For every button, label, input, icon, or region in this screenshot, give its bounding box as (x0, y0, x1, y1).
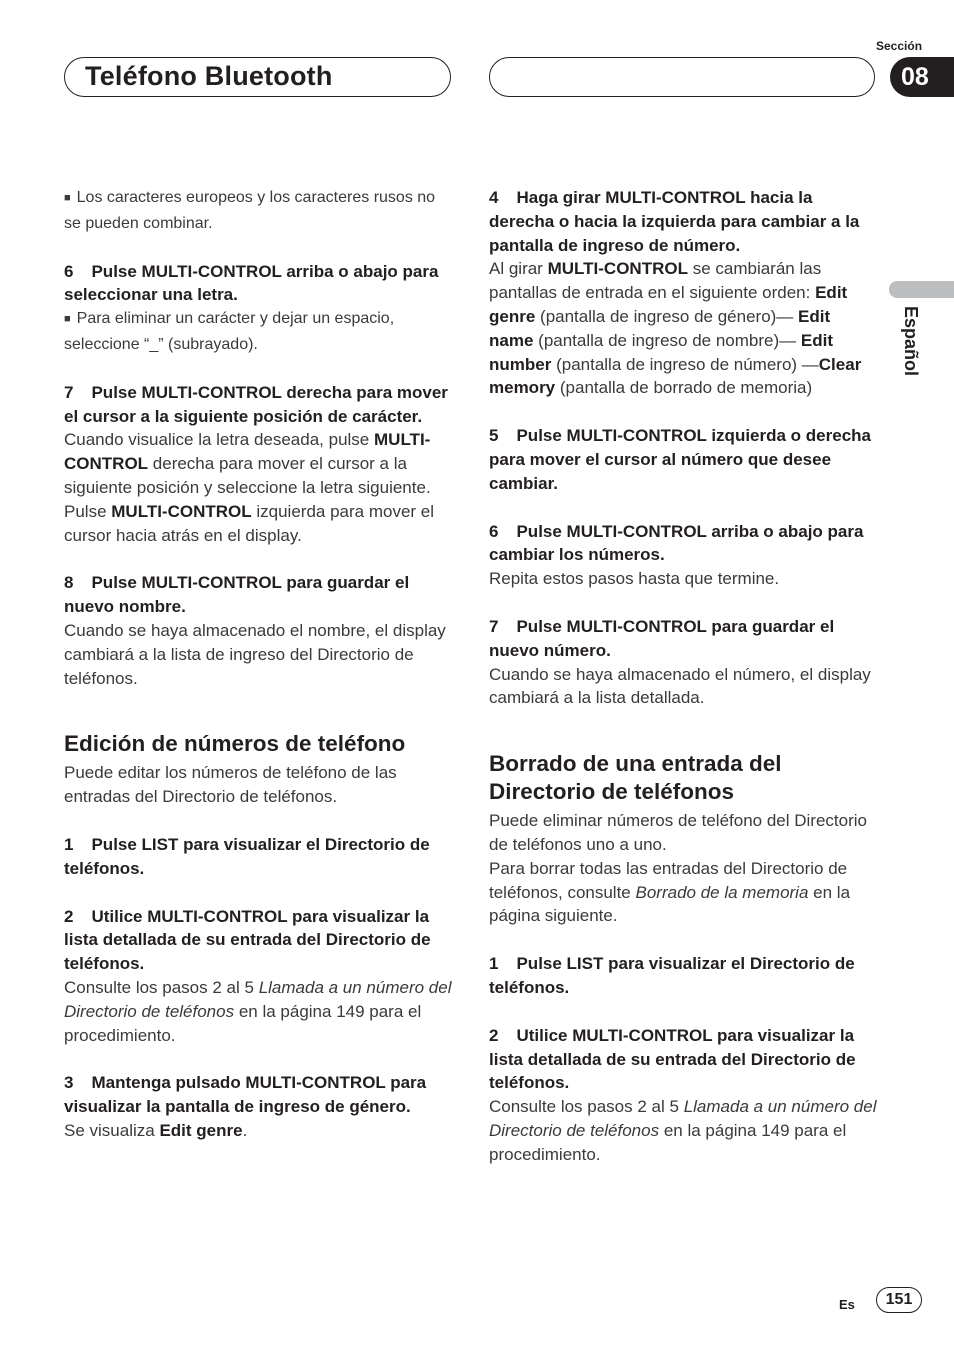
heading-delete-entry: Borrado de una entrada del Directorio de teléfonos (489, 751, 782, 805)
step-6-select-letter: 6 Pulse MULTI-CONTROL arriba o abajo para seleccionar una letra. (64, 261, 439, 305)
delete-step-2: 2 Utilice MULTI-CONTROL para visualizar la lista detallada de su entrada del Directorio de teléfonos. (489, 1025, 856, 1093)
edit-step-4: 4 Haga girar MULTI-CONTROL hacia la derecha o hacia la izquierda para cambiar a la pantalla de ingreso de número. (489, 188, 860, 255)
language-side-label: Español (901, 306, 921, 377)
edit-step-4-body: Al girar MULTI-CONTROL se cambiarán las pantallas de entrada en el siguiente orden: Edit genre (pantalla de ingreso de género)— Edit name (pantalla de ingreso de nombre)— Edit number (pantalla de ingreso de número) —Clear memory (pantalla de borrado de memoria) (489, 259, 862, 398)
edit-step-3: 3 Mantenga pulsado MULTI-CONTROL para visualizar la pantalla de ingreso de género. (64, 1073, 427, 1117)
edit-step-5: 5 Pulse MULTI-CONTROL izquierda o derecha para mover el cursor al número que desee cambiar. (489, 426, 871, 493)
right-column (489, 186, 879, 1167)
edit-step-7-body: Cuando se haya almacenado el número, el display cambiará a la lista detallada. (489, 664, 871, 708)
page-number: 151 (876, 1287, 922, 1313)
edit-step-2: 2 Utilice MULTI-CONTROL para visualizar la lista detallada de su entrada del Directorio de teléfonos. (64, 906, 431, 974)
header-title-frame (64, 57, 451, 97)
edit-step-3-body: Se visualiza Edit genre. (64, 1120, 248, 1140)
delete-intro-1: Puede eliminar números de teléfono del Directorio de teléfonos uno a uno. (489, 811, 867, 854)
page-title: Teléfono Bluetooth (85, 61, 333, 91)
bullet-square-icon: ■ (64, 192, 71, 204)
left-column (64, 186, 454, 1143)
delete-step-1: 1 Pulse LIST para visualizar el Directorio de teléfonos. (489, 954, 855, 997)
step-8-body: Cuando se haya almacenado el nombre, el display cambiará a la lista de ingreso del Directorio de teléfonos. (64, 620, 446, 688)
step-8-save-name: 8 Pulse MULTI-CONTROL para guardar el nuevo nombre. (64, 573, 410, 617)
edit-numbers-intro: Puede editar los números de teléfono de las entradas del Directorio de teléfonos. (64, 763, 397, 807)
note-delete-char: ■ Para eliminar un carácter y dejar un espacio, seleccione “_” (subrayado). (64, 310, 395, 353)
language-tab-bar (889, 281, 954, 298)
header-blank-frame (489, 57, 875, 97)
heading-edit-numbers: Edición de números de teléfono (64, 731, 406, 757)
note-charset: ■ Los caracteres europeos y los caracteres rusos no se pueden combinar. (64, 189, 436, 232)
section-number-badge: 08 (890, 57, 954, 97)
edit-step-1: 1 Pulse LIST para visualizar el Directorio de teléfonos. (64, 834, 430, 878)
edit-step-2-body: Consulte los pasos 2 al 5 Llamada a un número del Directorio de teléfonos en la página 149 para el procedimiento. (64, 977, 452, 1045)
edit-step-6-body: Repita estos pasos hasta que termine. (489, 569, 780, 589)
step-7-body: Cuando visualice la letra deseada, pulse MULTI-CONTROL derecha para mover el cursor a la siguiente posición y seleccione la letra siguiente. Pulse MULTI-CONTROL izquierda para mover el cursor hacia atrás en el display. (64, 430, 435, 545)
delete-step-2-body: Consulte los pasos 2 al 5 Llamada a un número del Directorio de teléfonos en la página 149 para el procedimiento. (489, 1097, 877, 1164)
bullet-square-icon: ■ (64, 313, 71, 326)
footer-language-code: Es (839, 1297, 855, 1312)
step-7-move-cursor: 7 Pulse MULTI-CONTROL derecha para mover el cursor a la siguiente posición de carácter. (64, 382, 448, 426)
section-label: Sección (876, 39, 923, 53)
edit-step-7: 7 Pulse MULTI-CONTROL para guardar el nuevo número. (489, 616, 835, 660)
delete-intro-2: Para borrar todas las entradas del Directorio de teléfonos, consulte Borrado de la memoria en la página siguiente. (489, 858, 851, 926)
edit-step-6: 6 Pulse MULTI-CONTROL arriba o abajo para cambiar los números. (489, 521, 864, 565)
